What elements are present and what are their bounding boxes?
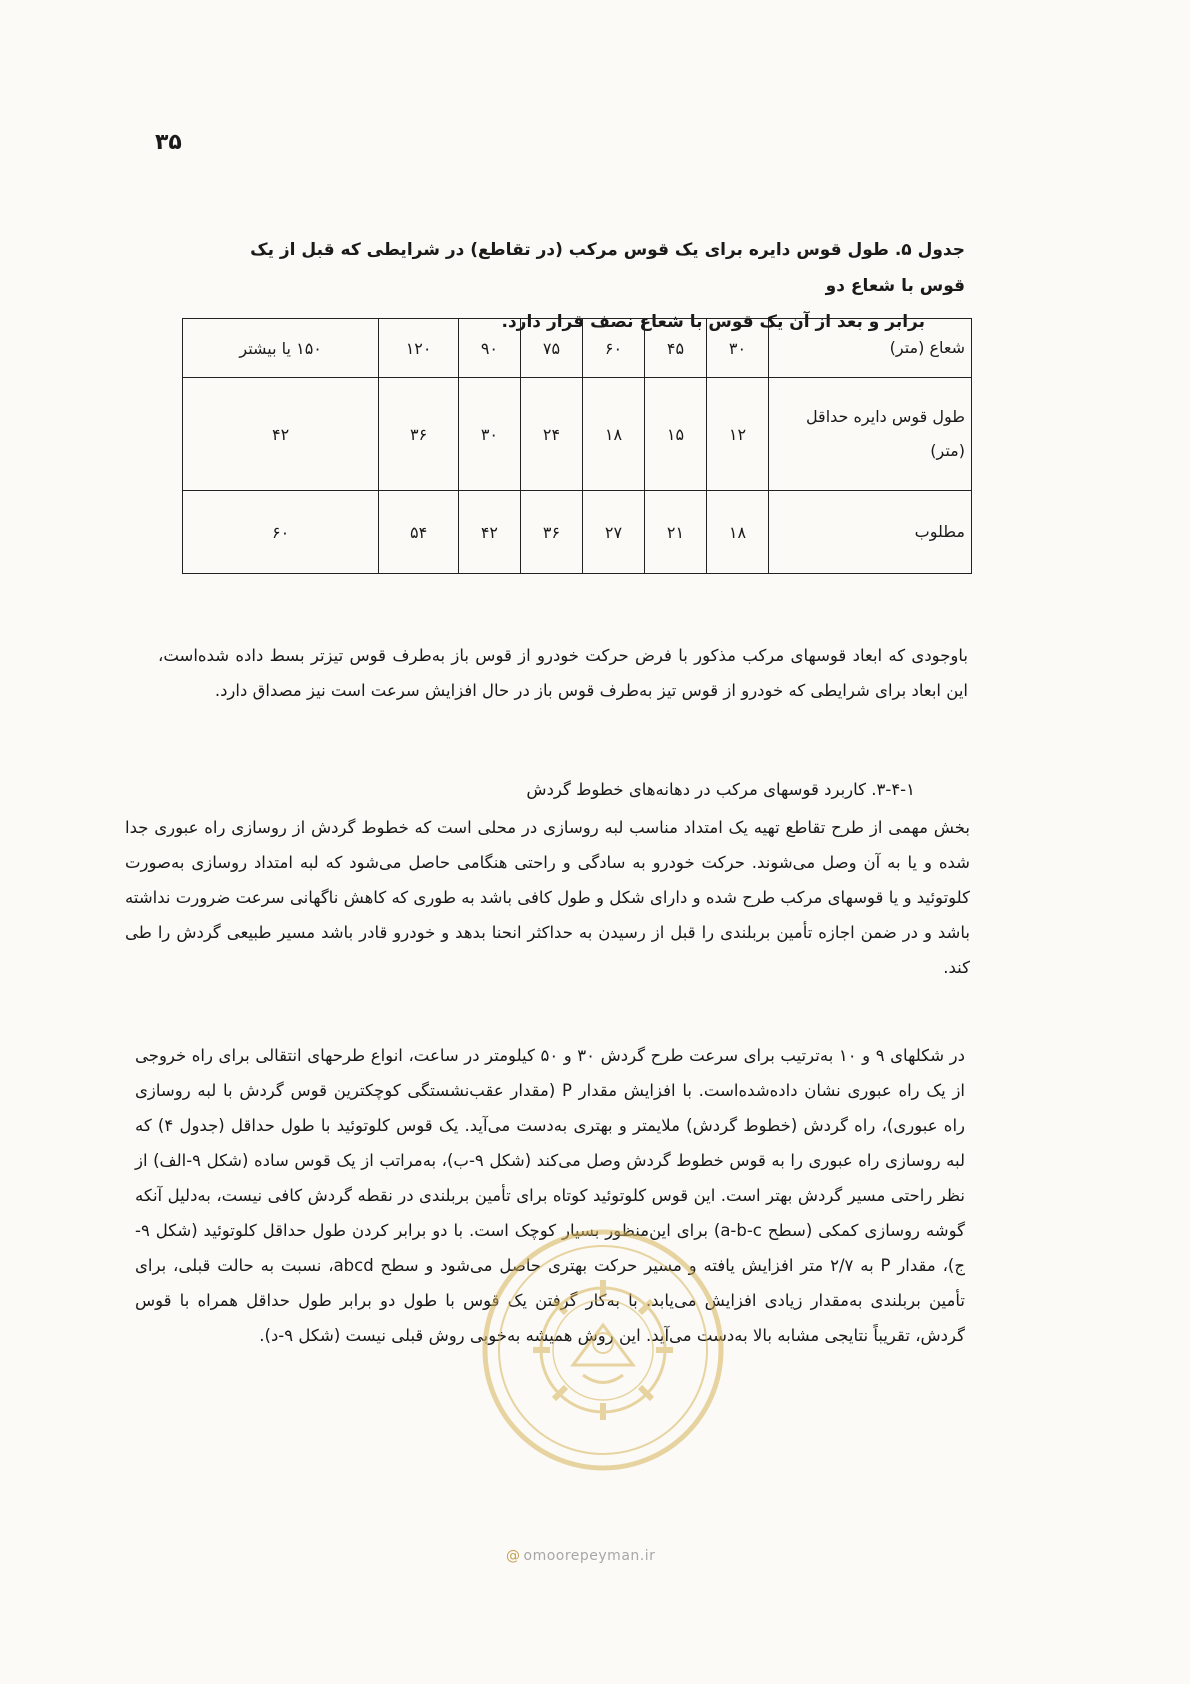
desired-cell: ۶۰ bbox=[183, 491, 379, 574]
radius-cell: ۹۰ bbox=[458, 319, 520, 378]
row-label-radius: شعاع (متر) bbox=[769, 319, 972, 378]
paragraph-intro: باوجودی که ابعاد قوسهای مرکب مذکور با فرض حرکت خودرو از قوس باز به‌طرف قوس تیزتر بسط داده شده‌است، این ابعاد برای شرایطی که خودرو از قوس تیز به‌طرف قوس باز در حال افزایش سرعت است نیز مصداق دارد. bbox=[158, 646, 968, 700]
desired-cell: ۵۴ bbox=[379, 491, 459, 574]
radius-cell: ۶۰ bbox=[582, 319, 644, 378]
radius-cell: ۱۵۰ یا بیشتر bbox=[183, 319, 379, 378]
desired-cell: ۴۲ bbox=[458, 491, 520, 574]
radius-cell: ۴۵ bbox=[644, 319, 706, 378]
radius-cell: ۳۰ bbox=[706, 319, 768, 378]
radius-cell: ۷۵ bbox=[520, 319, 582, 378]
arc-length-table bbox=[182, 318, 972, 574]
table-caption-line1: جدول ۵. طول قوس دایره برای یک قوس مرکب (در تقاطع) در شرایطی که قبل از یک قوس با شعاع دو bbox=[250, 240, 965, 296]
min-cell: ۱۸ bbox=[582, 378, 644, 491]
watermark-url bbox=[506, 1548, 655, 1564]
desired-cell: ۱۸ bbox=[706, 491, 768, 574]
desired-cell: ۳۶ bbox=[520, 491, 582, 574]
radius-cell: ۱۲۰ bbox=[379, 319, 459, 378]
table-row-desired bbox=[183, 491, 972, 574]
at-icon: @ bbox=[506, 1548, 521, 1564]
min-cell: ۱۵ bbox=[644, 378, 706, 491]
row-label-desired: مطلوب bbox=[769, 491, 972, 574]
page-number: ۳۵ bbox=[155, 130, 182, 155]
desired-cell: ۲۷ bbox=[582, 491, 644, 574]
min-cell: ۴۲ bbox=[183, 378, 379, 491]
min-cell: ۳۶ bbox=[379, 378, 459, 491]
watermark-text: omoorepeyman.ir bbox=[523, 1548, 656, 1564]
section-heading: ۳-۴-۱. کاربرد قوسهای مرکب در دهانه‌های خطوط گردش bbox=[526, 780, 915, 799]
table-row-radius bbox=[183, 319, 972, 378]
table-caption-line2: برابر و بعد از آن یک قوس با شعاع نصف قرار دارد. bbox=[501, 312, 925, 332]
min-cell: ۳۰ bbox=[458, 378, 520, 491]
stamp-logo bbox=[478, 1225, 728, 1475]
min-cell: ۱۲ bbox=[706, 378, 768, 491]
row-label-minimum: طول قوس دایره حداقل (متر) bbox=[769, 378, 972, 491]
paragraph-turning-lanes: بخش مهمی از طرح تقاطع تهیه یک امتداد مناسب لبه روسازی در محلی است که خطوط گردش از روسازی راه عبوری جدا شده و یا به آن وصل می‌شوند. حرکت خودرو به سادگی و راحتی هنگامی حاصل می‌شود که لبه امتداد روسازی به‌صورت کلوتوئید و یا قوسهای مرکب طرح شده و دارای شکل و طول کافی باشد به طوری که کاهش ناگهانی سرعت ضرورت نداشته باشد و در ضمن اجازه تأمین بربلندی را قبل از رسیدن به حداکثر انحنا بدهد و خودرو قادر باشد مسیر طبیعی گردش را طی کند. bbox=[125, 818, 970, 977]
table-row-minimum bbox=[183, 378, 972, 491]
min-cell: ۲۴ bbox=[520, 378, 582, 491]
desired-cell: ۲۱ bbox=[644, 491, 706, 574]
paragraph-figures: در شکلهای ۹ و ۱۰ به‌ترتیب برای سرعت طرح گردش ۳۰ و ۵۰ کیلومتر در ساعت، انواع طرحهای انتقالی برای راه خروجی از یک راه عبوری نشان داده‌شده‌است. با افزایش مقدار P (مقدار عقب‌نشستگی کوچکترین قوس گردش با لبه روسازی راه عبوری)، راه گردش (خطوط گردش) ملایمتر و بهتری به‌دست می‌آید. یک قوس کلوتوئید با طول حداقل (جدول ۴) که لبه روسازی راه عبوری را به قوس خطوط گردش وصل می‌کند (شکل ۹-ب)، به‌مراتب از یک قوس ساده (شکل ۹-الف) از نظر راحتی مسیر گردش بهتر است. این قوس کلوتوئید کوتاه برای تأمین بربلندی در نقطه گردش کافی نیست، به‌دلیل آنکه گوشه روسازی کمکی (سطح a-b-c) برای این‌منظور بسیار کوچک است. با دو برابر کردن طول حداقل کلوتوئید (شکل ۹-ج)، مقدار P به ۲/۷ متر افزایش یافته و مسیر حرکت بهتری حاصل می‌شود و سطح abcd، نسبت به حالت قبلی، برای تأمین بربلندی به‌مقدار زیادی افزایش می‌یابد. با به‌کار گرفتن یک قوس با طول دو برابر طول حداقل همراه با قوس گردش، تقریباً نتایجی مشابه بالا به‌دست می‌آید. این روش همیشه به‌خوبی روش قبلی نیست (شکل ۹-د). bbox=[135, 1046, 966, 1345]
